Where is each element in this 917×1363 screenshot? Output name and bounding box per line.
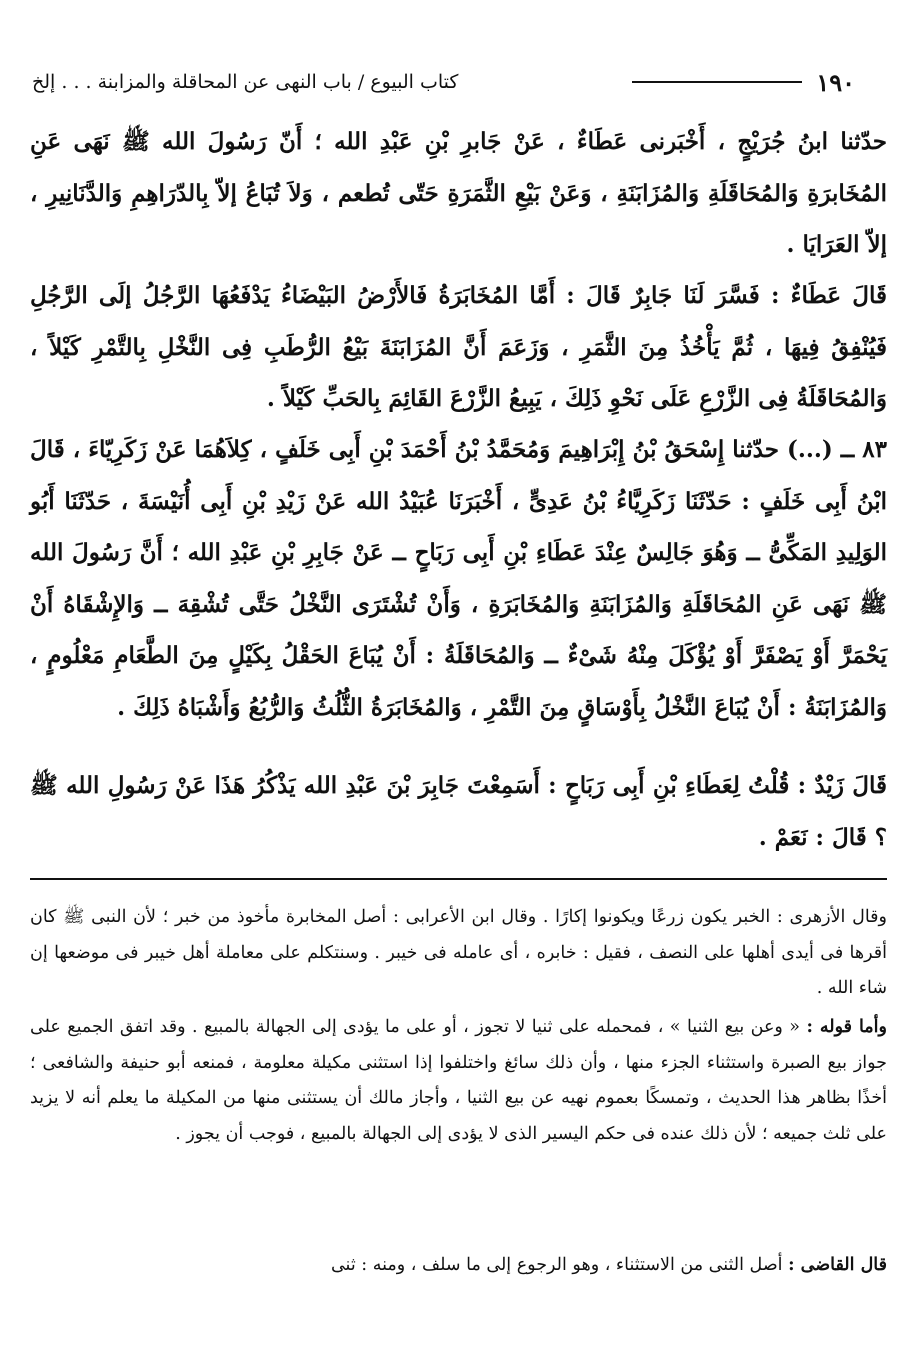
hadith-text-2: قَالَ عَطَاءٌ : فَسَّرَ لَنَا جَابِرٌ قَالَ : أَمَّا المُخَابَرَةُ فَالأَرْضُ البَيْضَاءُ يَدْفَعُهَا الرَّجُلُ إلَى الرَّجُلِ فَيُنْفِقُ فِيهَا ، ثُمَّ يَأْخُذُ مِنَ الثَّمَرِ ، وَزَعَمَ أَنَّ المُزَابَنَةَ بَيْعُ الرُّطَبِ فِى النَّخْلِ بِالتَّمْرِ كَيْلاً ، وَالمُحَاقَلَةُ فِى الزَّرْعِ عَلَى نَحْوِ ذَلِكَ ، يَبِيعُ الزَّرْعَ القَائِمَ بِالحَبِّ كَيْلاً . — [30, 282, 887, 412]
footnote-lead-2: وأما قوله : — [806, 1017, 887, 1037]
running-title: كتاب البيوع / باب النهى عن المحاقلة والمزابنة . . . إلخ — [32, 71, 459, 93]
page-number: ١٩٠ — [816, 67, 855, 97]
footnote-separator — [30, 878, 887, 880]
footnote-paragraph-1: وقال الأزهرى : الخبر يكون زرعًا ويكونوا إكارًا . وقال ابن الأعرابى : أصل المخابرة مأخوذ من خبر ؛ لأن النبى ﷺ كان أقرها فى أيدى أهلها على النصف ، فقيل : خابره ، أى عامله فى خيبر . وسنتكلم على معاملة أهل خيبر فى موضعها إن شاء الله . — [30, 907, 887, 998]
footnote-paragraph-3 — [30, 1248, 887, 1284]
footnote-body-3: أصل الثنى من الاستثناء ، وهو الرجوع إلى ما سلف ، ومنه : ثنى — [330, 1255, 789, 1275]
footnote-body-2: « وعن بيع الثنيا » ، فمحمله على ثنيا لا تجوز ، أو على ما يؤدى إلى الجهالة بالمبيع . وقد اتفق الجميع على جواز بيع الصبرة واستثناء الجزء منها ، وأن ذلك سائغ واختلفوا إذا استثنى مكيلة معلومة ، فمنعه أبو حنيفة والشافعى ؛ أخذًا بظاهر هذا الحديث ، وتمسكًا بعموم نهيه عن بيع الثنيا ، وأجاز مالك أن يستثنى منها من المكيلة ما يعلم أنه لا يزيد على ثلث جميعه ؛ لأن ذلك عنده فى حكم اليسير الذى لا يؤدى إلى الجهالة بالمبيع ، فوجب أن يجوز . — [30, 1017, 887, 1144]
footnote-paragraph-2 — [30, 1010, 887, 1152]
header-rule — [632, 81, 802, 83]
hadith-text-3: ٨٣ ــ (...) حدّثنا إِسْحَقُ بْنُ إِبْرَاهِيمَ وَمُحَمَّدُ بْنُ أَحْمَدَ بْنِ أَبِى خَلَفٍ ، كِلاَهُمَا عَنْ زَكَرِيّاءَ ، قَالَ ابْنُ أَبِى خَلَفٍ : حَدّثَنَا زَكَرِيَّاءُ بْنُ عَدِىٍّ ، أَخْبَرَنَا عُبَيْدُ الله عَنْ زَيْدِ بْنِ أَبِى أُنَيْسَةَ ، حَدّثَنَا أَبُو الوَلِيدِ المَكِّىُّ ــ وَهُوَ جَالِسٌ عِنْدَ عَطَاءِ بْنِ أَبِى رَبَاحٍ ــ عَنْ جَابِرِ بْنِ عَبْدِ الله ؛ أَنَّ رَسُولَ الله ﷺ نَهَى عَنِ المُحَاقَلَةِ وَالمُزَابَنَةِ وَالمُخَابَرَةِ ، وَأَنْ تُشْتَرَى النَّخْلُ حَتَّى تُشْقِهَ ــ وَالإِشْقَاهُ أَنْ يَحْمَرَّ أَوْ يَصْفَرَّ أَوْ يُؤْكَلَ مِنْهُ شَىْءٌ ــ وَالمُحَاقَلَةُ : أَنْ يُبَاعَ الحَقْلُ بِكَيْلٍ مِنَ الطَّعَامِ مَعْلُومٍ ، وَالمُزَابَنَةُ : أَنْ يُبَاعَ النَّخْلُ بِأَوْسَاقٍ مِنَ التَّمْرِ ، وَالمُخَابَرَةُ الثُّلُثُ وَالرُّبُعُ وَأَشْبَاهُ ذَلِكَ . — [30, 436, 887, 721]
page-header — [32, 66, 855, 98]
hadith-text-1: حدّثنا ابنُ جُرَيْجٍ ، أَخْبَرنى عَطَاءٌ ، عَنْ جَابرِ بْنِ عَبْدِ الله ؛ أَنّ رَسُولَ الله ﷺ نَهَى عَنِ المُخَابرَةِ وَالمُحَاقَلَةِ وَالمُزَابَنَةِ ، وَعَنْ بَيْعِ الثَّمَرَةِ حَتّى تُطعم ، وَلاَ تُبَاعُ إلاّ بِالدّرَاهِمِ وَالدَّنَانِيرِ ، إلاّ العَرَايَا . — [30, 128, 887, 258]
footnote-lead-3: قال القاضى : — [788, 1255, 887, 1275]
hadith-text-4: قَالَ زَيْدٌ : قُلْتُ لِعَطَاءِ بْنِ أَبِى رَبَاحٍ : أَسَمِعْتَ جَابِرَ بْنَ عَبْدِ الله يَذْكُرُ هَذَا عَنْ رَسُولِ الله ﷺ ؟ قَالَ : نَعَمْ . — [30, 772, 887, 851]
